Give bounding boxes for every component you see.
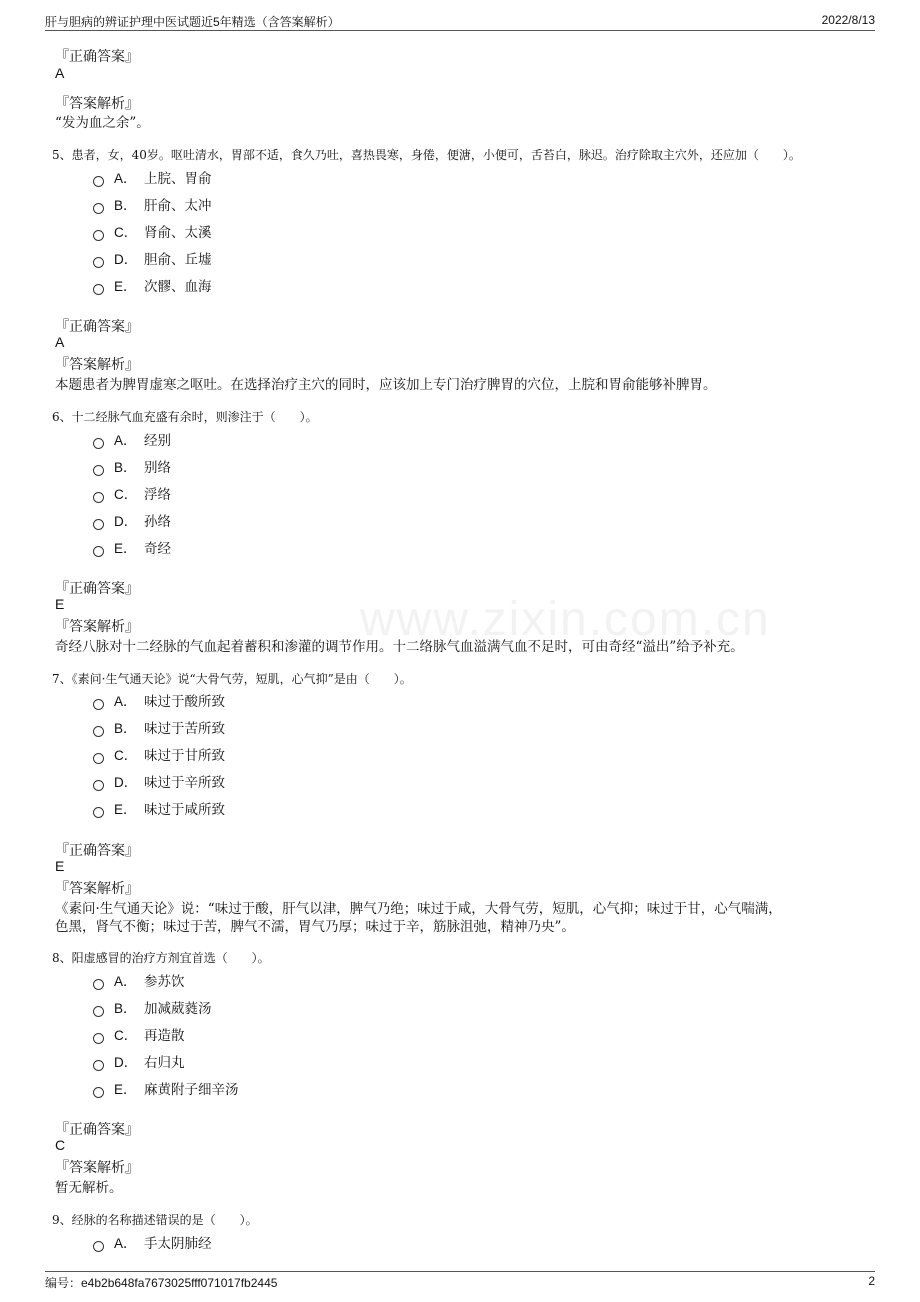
question-stem: 6、十二经脉气血充盛有余时，则渗注于（ ）。 xyxy=(52,410,318,424)
radio-button[interactable] xyxy=(93,465,104,476)
analysis-text-line-2: 色黑，肾气不衡；味过于苦，脾气不濡，胃气乃厚；味过于辛，筋脉沮弛，精神乃央”。 xyxy=(55,919,575,935)
analysis-text: 本题患者为脾胃虚寒之呕吐。在选择治疗主穴的同时，应该加上专门治疗脾胃的穴位，上脘和胃俞能够补脾胃。 xyxy=(55,377,717,393)
option-letter: B． xyxy=(114,721,137,736)
option-text: 孙络 xyxy=(144,514,171,530)
document-code: 编号：e4b2b648fa7673025fff071017fb2445 xyxy=(45,1276,278,1290)
correct-answer-value: C xyxy=(55,1137,66,1153)
option-letter: A． xyxy=(114,974,137,989)
option-text: 胆俞、丘墟 xyxy=(144,252,212,268)
option-e[interactable] xyxy=(93,1078,239,1098)
option-letter: D． xyxy=(114,775,138,790)
option-text: 味过于辛所致 xyxy=(144,775,225,791)
option-c[interactable] xyxy=(93,744,225,764)
page-footer xyxy=(45,1271,875,1292)
option-letter: D． xyxy=(114,1055,138,1070)
option-letter: B． xyxy=(114,1001,137,1016)
option-text: 肝俞、太冲 xyxy=(144,198,212,214)
correct-answer-label: 『正确答案』 xyxy=(55,49,139,65)
analysis-label: 『答案解析』 xyxy=(55,619,139,635)
option-text: 浮络 xyxy=(144,487,171,503)
option-text: 参苏饮 xyxy=(144,974,185,990)
radio-button[interactable] xyxy=(93,1006,104,1017)
option-letter: A． xyxy=(114,694,137,709)
question-stem: 5、患者，女，40岁。呕吐清水，胃部不适，食久乃吐，喜热畏寒，身倦，便溏，小便可，舌苔白，脉迟。治疗除取主穴外，还应加（ ）。 xyxy=(52,148,801,162)
option-letter: C． xyxy=(114,748,138,763)
option-letter: E． xyxy=(114,1082,137,1097)
correct-answer-label: 『正确答案』 xyxy=(55,319,139,335)
radio-button[interactable] xyxy=(93,1087,104,1098)
radio-button[interactable] xyxy=(93,979,104,990)
option-text: 味过于甘所致 xyxy=(144,748,225,764)
radio-button[interactable] xyxy=(93,257,104,268)
option-a[interactable] xyxy=(93,429,171,449)
analysis-label: 『答案解析』 xyxy=(55,881,139,897)
option-letter: E． xyxy=(114,541,137,556)
option-letter: B． xyxy=(114,460,137,475)
option-letter: B． xyxy=(114,198,137,213)
correct-answer-label: 『正确答案』 xyxy=(55,581,139,597)
question-stem: 8、阳虚感冒的治疗方剂宜首选（ ）。 xyxy=(52,951,270,965)
correct-answer-label: 『正确答案』 xyxy=(55,1122,139,1138)
option-text: 味过于苦所致 xyxy=(144,721,225,737)
option-text: 右归丸 xyxy=(144,1055,185,1071)
question-stem: 7、《素问·生气通天论》说“大骨气劳，短肌，心气抑”是由（ ）。 xyxy=(52,672,412,686)
document-date: 2022/8/13 xyxy=(821,13,875,27)
option-b[interactable] xyxy=(93,717,225,737)
page-header xyxy=(45,10,875,31)
radio-button[interactable] xyxy=(93,203,104,214)
option-letter: A． xyxy=(114,171,137,186)
correct-answer-value: A xyxy=(55,65,65,81)
option-a[interactable] xyxy=(93,970,185,990)
analysis-text-line-1: 《素问·生气通天论》说：“味过于酸，肝气以津，脾气乃绝；味过于咸，大骨气劳，短肌，心气抑；味过于甘，心气喘满， xyxy=(55,901,782,917)
option-letter: A． xyxy=(114,1236,137,1251)
question-stem: 9、经脉的名称描述错误的是（ ）。 xyxy=(52,1213,258,1227)
option-e[interactable] xyxy=(93,275,212,295)
radio-button[interactable] xyxy=(93,438,104,449)
option-text: 经别 xyxy=(144,433,171,449)
radio-button[interactable] xyxy=(93,230,104,241)
option-d[interactable] xyxy=(93,771,225,791)
option-letter: D． xyxy=(114,514,138,529)
radio-button[interactable] xyxy=(93,753,104,764)
option-letter: A． xyxy=(114,433,137,448)
analysis-label: 『答案解析』 xyxy=(55,1160,139,1176)
option-c[interactable] xyxy=(93,221,212,241)
analysis-text: 奇经八脉对十二经脉的气血起着蓄积和渗灌的调节作用。十二络脉气血溢满气血不足时，可由奇经“溢出”给予补充。 xyxy=(55,639,744,655)
correct-answer-value: E xyxy=(55,858,65,874)
option-d[interactable] xyxy=(93,1051,185,1071)
radio-button[interactable] xyxy=(93,1060,104,1071)
option-b[interactable] xyxy=(93,456,171,476)
correct-answer-value: E xyxy=(55,596,65,612)
radio-button[interactable] xyxy=(93,1033,104,1044)
option-text: 味过于咸所致 xyxy=(144,802,225,818)
radio-button[interactable] xyxy=(93,699,104,710)
analysis-text: 暂无解析。 xyxy=(55,1180,123,1196)
option-letter: D． xyxy=(114,252,138,267)
radio-button[interactable] xyxy=(93,1241,104,1252)
option-d[interactable] xyxy=(93,510,171,530)
option-d[interactable] xyxy=(93,248,212,268)
radio-button[interactable] xyxy=(93,284,104,295)
option-text: 味过于酸所致 xyxy=(144,694,225,710)
option-text: 上脘、胃俞 xyxy=(144,171,212,187)
correct-answer-label: 『正确答案』 xyxy=(55,843,139,859)
option-text: 次髎、血海 xyxy=(144,279,212,295)
radio-button[interactable] xyxy=(93,176,104,187)
option-text: 肾俞、太溪 xyxy=(144,225,212,241)
option-text: 麻黄附子细辛汤 xyxy=(144,1082,239,1098)
option-letter: E． xyxy=(114,802,137,817)
option-letter: C． xyxy=(114,225,138,240)
option-text: 再造散 xyxy=(144,1028,185,1044)
option-text: 手太阴肺经 xyxy=(144,1236,212,1252)
option-a[interactable] xyxy=(93,690,225,710)
option-b[interactable] xyxy=(93,194,212,214)
analysis-label: 『答案解析』 xyxy=(55,96,139,112)
option-e[interactable] xyxy=(93,798,225,818)
option-a[interactable] xyxy=(93,167,212,187)
option-text: 加减葳蕤汤 xyxy=(144,1001,212,1017)
option-c[interactable] xyxy=(93,483,171,503)
radio-button[interactable] xyxy=(93,780,104,791)
option-text: 别络 xyxy=(144,460,171,476)
radio-button[interactable] xyxy=(93,726,104,737)
page-number: 2 xyxy=(868,1274,875,1288)
document-title: 肝与胆病的辨证护理中医试题近5年精选（含答案解析） xyxy=(45,15,340,29)
radio-button[interactable] xyxy=(93,807,104,818)
option-letter: C． xyxy=(114,487,138,502)
option-letter: C． xyxy=(114,1028,138,1043)
radio-button[interactable] xyxy=(93,492,104,503)
radio-button[interactable] xyxy=(93,519,104,530)
analysis-text: “发为血之余”。 xyxy=(55,115,150,131)
watermark: www.zixin.com.cn xyxy=(360,593,771,646)
option-a[interactable] xyxy=(93,1232,212,1252)
option-e[interactable] xyxy=(93,537,171,557)
option-b[interactable] xyxy=(93,997,212,1017)
radio-button[interactable] xyxy=(93,546,104,557)
option-text: 奇经 xyxy=(144,541,171,557)
analysis-label: 『答案解析』 xyxy=(55,357,139,373)
option-c[interactable] xyxy=(93,1024,185,1044)
correct-answer-value: A xyxy=(55,334,65,350)
option-letter: E． xyxy=(114,279,137,294)
